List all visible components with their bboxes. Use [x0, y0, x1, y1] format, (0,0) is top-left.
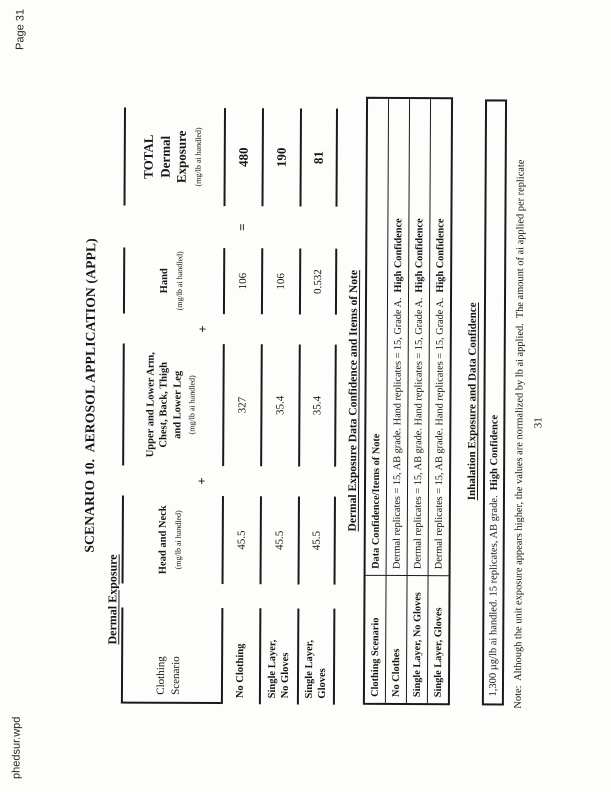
page-header-label: Page 31	[13, 8, 27, 50]
plus-operator: +	[193, 476, 209, 485]
footnote: Note: Although the unit exposure appears higher, the values are normalized by lb ai applied. The amount of ai applied per replicate	[512, 159, 527, 709]
row-label: Single Layer, Gloves	[296, 608, 335, 704]
confidence-level: High Confidence	[488, 414, 500, 490]
confidence-row-label: No Clothes	[384, 574, 406, 702]
col-unit: (mg/lb ai handled)	[193, 126, 203, 187]
col-header-total	[123, 107, 224, 206]
col-title: Head and Neck	[157, 504, 169, 574]
col-title: TOTAL Dermal Exposure	[139, 130, 189, 183]
print-header	[10, 8, 26, 778]
confidence-row-note	[427, 99, 450, 575]
hand-value: 106	[222, 248, 260, 314]
head-neck-value: 45.5	[221, 496, 259, 584]
filename-label: phedsur.wpd	[9, 716, 23, 779]
confidence-row-note	[385, 98, 408, 574]
gutter	[261, 206, 299, 248]
gutter	[221, 584, 259, 608]
head-neck-value: 45.5	[259, 496, 297, 584]
gutter	[121, 583, 221, 608]
confidence-header-note: Data Confidence/Items of Note	[370, 433, 382, 569]
gutter	[259, 584, 297, 608]
col-unit: (mg/lb ai handled)	[174, 250, 184, 310]
confidence-row-label: Single Layer, No Gloves	[405, 575, 427, 703]
confidence-level: High Confidence	[434, 218, 446, 293]
note-text: Dermal replicates = 15, AB grade. Hand replicates = 15, Grade A.	[412, 297, 425, 569]
gutter	[298, 314, 336, 344]
inhalation-value: 1,300 µg/lb ai handled. 15 replicates, AB grade.	[487, 494, 500, 697]
gutter	[299, 206, 337, 248]
inhalation-value-box	[481, 99, 506, 705]
gutter	[123, 205, 223, 248]
col-title: Hand	[158, 267, 170, 293]
gutter	[222, 314, 260, 344]
confidence-level: High Confidence	[413, 217, 425, 293]
col-header-hand	[122, 247, 222, 314]
body-value: 35.4	[260, 344, 299, 466]
total-value: 81	[299, 108, 338, 206]
dermal-exposure-section-label: Dermal Exposure	[104, 553, 120, 645]
gutter	[221, 466, 259, 496]
confidence-row-note	[406, 99, 429, 575]
col-header-clothing-scenario: Clothing Scenario	[120, 607, 221, 704]
total-value: 480	[223, 108, 262, 206]
col-title: Upper and Lower Arm, Chest, Back, Thigh and Lower Leg	[144, 351, 183, 457]
confidence-table	[362, 96, 452, 704]
confidence-table-title: Dermal Exposure Data Confidence and Items of Note	[346, 269, 360, 531]
gutter	[297, 584, 335, 608]
col-header-head-neck	[121, 495, 221, 584]
col-unit: (mg/lb ai handled)	[187, 374, 197, 434]
plus-operator: +	[194, 324, 210, 333]
equals-operator: =	[233, 222, 249, 231]
dermal-exposure-table	[120, 107, 337, 704]
head-neck-value: 45.5	[297, 496, 335, 584]
hand-value: 0.532	[298, 248, 336, 314]
row-label: No Clothing	[220, 608, 259, 704]
col-header-body-regions	[122, 343, 223, 466]
body-value: 327	[222, 344, 261, 466]
body-value: 35.4	[298, 344, 337, 466]
hand-value: 106	[260, 248, 298, 314]
gutter	[297, 466, 335, 496]
note-text: Dermal replicates = 15, AB grade. Hand replicates = 15, Grade A.	[391, 296, 404, 569]
row-label: Single Layer, No Gloves	[258, 608, 297, 704]
confidence-level: High Confidence	[392, 217, 404, 292]
confidence-header-scenario: Clothing Scenario	[364, 574, 385, 702]
page-number: 31	[531, 416, 544, 428]
scenario-title: SCENARIO 10. AEROSOL APPLICATION (APPL)	[81, 237, 98, 553]
gutter	[260, 314, 298, 344]
gutter	[259, 466, 297, 496]
inhalation-section-title: Inhalation Exposure and Data Confidence	[465, 301, 479, 500]
note-text: Dermal replicates = 15, AB grade. Hand replicates = 15, Grade A.	[433, 297, 446, 569]
col-unit: (mg/lb ai handled)	[172, 509, 183, 569]
confidence-row-label: Single Layer, Gloves	[426, 575, 448, 703]
total-value: 190	[261, 108, 300, 206]
